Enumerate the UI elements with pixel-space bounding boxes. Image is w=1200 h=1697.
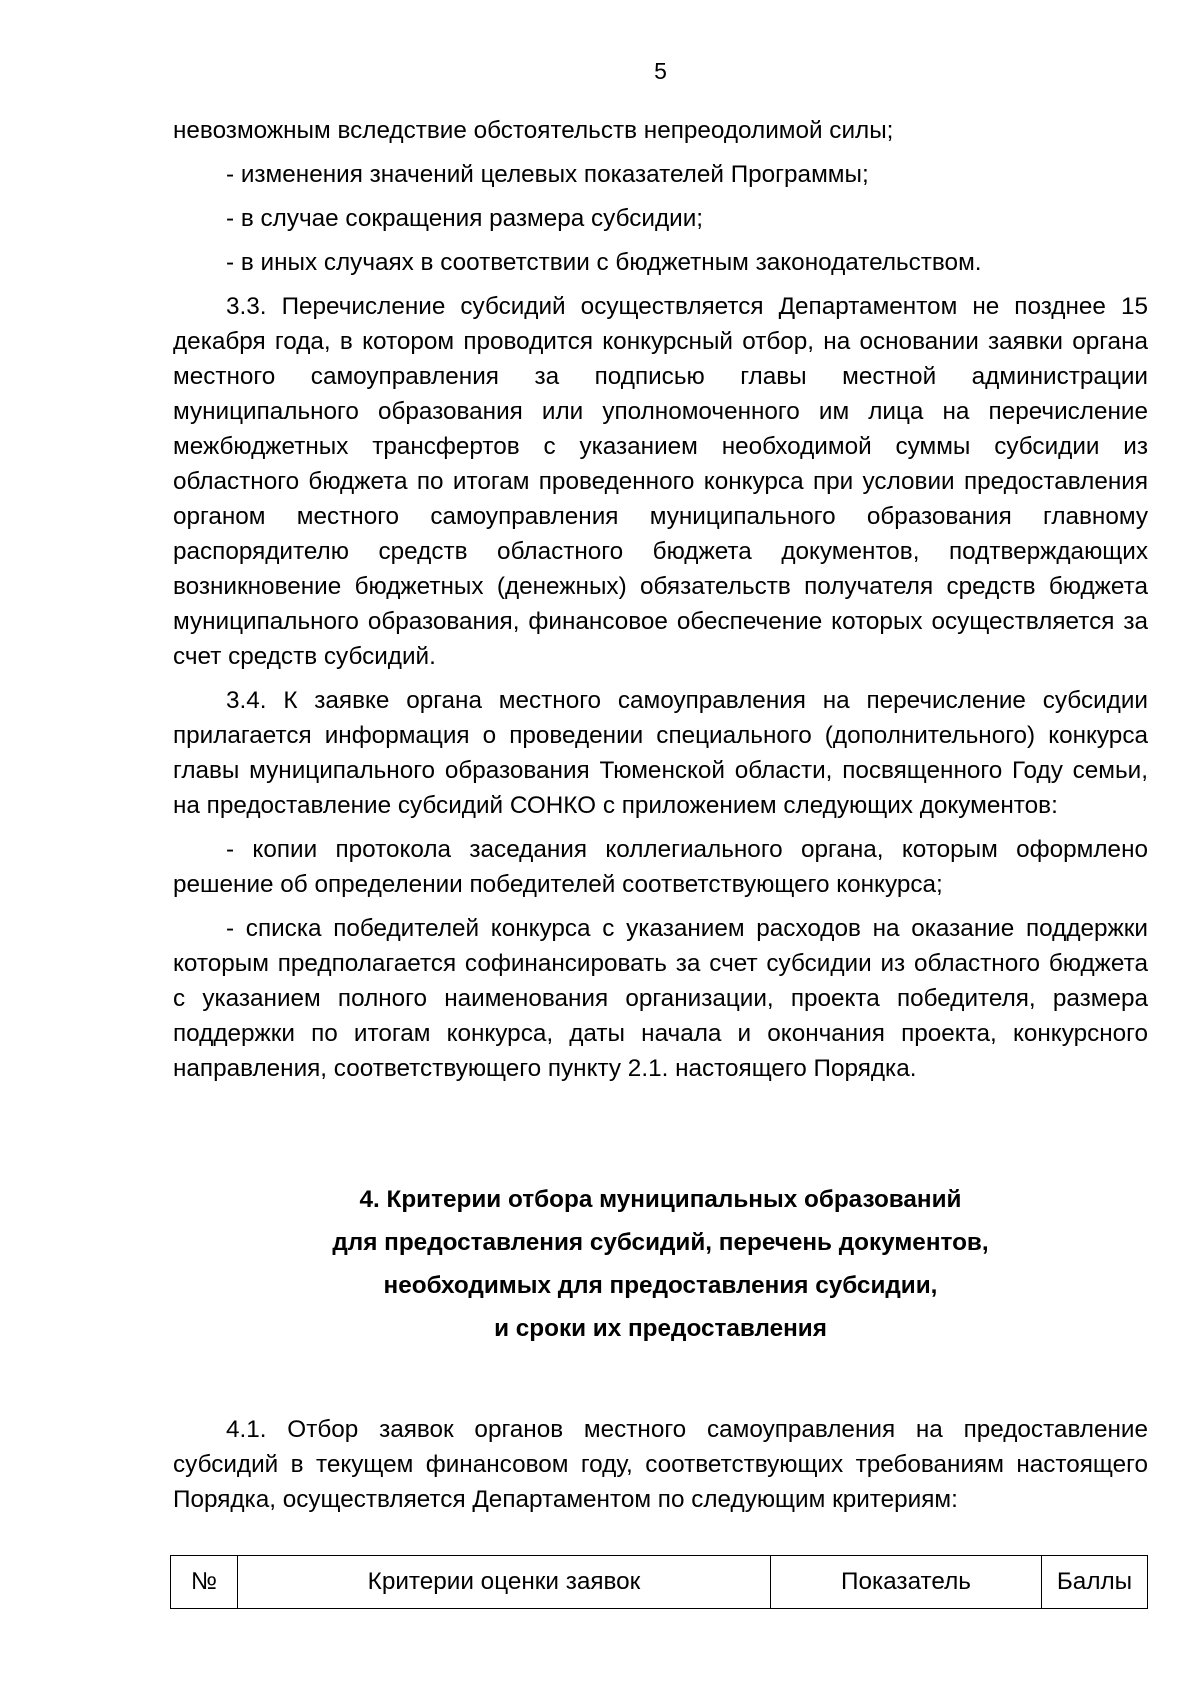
criteria-table	[170, 1555, 1148, 1609]
paragraph-3-3: 3.3. Перечисление субсидий осуществляется Департаментом не позднее 15 декабря года, в котором проводится конкурсный отбор, на основании заявки органа местного самоуправления за подписью главы местной администрации муниципального образования или уполномоченного им лица на перечисление межбюджетных трансфертов с указанием необходимой суммы субсидии из областного бюджета по итогам проведенного конкурса при условии предоставления органом местного самоуправления муниципального образования главному распорядителю средств областного бюджета документов, подтверждающих возникновение бюджетных (денежных) обязательств получателя средств бюджета муниципального образования, финансовое обеспечение которых осуществляется за счет средств субсидий.	[173, 293, 1148, 670]
table-header-row	[171, 1556, 1148, 1609]
column-header-points: Баллы	[1042, 1556, 1148, 1609]
column-header-criteria: Критерии оценки заявок	[238, 1556, 771, 1609]
paragraph-continuation: невозможным вследствие обстоятельств непреодолимой силы;	[173, 117, 894, 144]
list-item: - в случае сокращения размера субсидии;	[226, 205, 704, 232]
section-4-heading	[173, 1178, 1148, 1350]
paragraph-4-1: 4.1. Отбор заявок органов местного самоуправления на предоставление субсидий в текущем финансовом году, соответствующих требованиям настоящего Порядка, осуществляется Департаментом по следующим критериям:	[173, 1416, 1148, 1513]
list-item: - в иных случаях в соответствии с бюджетным законодательством.	[226, 249, 982, 276]
heading-line: необходимых для предоставления субсидии,	[383, 1272, 938, 1299]
body-text-section-4	[173, 1412, 1148, 1517]
column-header-indicator: Показатель	[771, 1556, 1042, 1609]
heading-line: для предоставления субсидий, перечень документов,	[332, 1229, 989, 1256]
paragraph-3-4: 3.4. К заявке органа местного самоуправления на перечисление субсидии прилагается информация о проведении специального (дополнительного) конкурса главы муниципального образования Тюменской области, посвященного Году семьи, на предоставление субсидий СОНКО с приложением следующих документов:	[173, 687, 1148, 819]
list-item: - списка победителей конкурса с указанием расходов на оказание поддержки которым предполагается софинансировать за счет субсидии из областного бюджета с указанием полного наименования организации, проекта победителя, размера поддержки по итогам конкурса, даты начала и окончания проекта, конкурсного направления, соответствующего пункту 2.1. настоящего Порядка.	[173, 915, 1148, 1082]
list-item: - изменения значений целевых показателей Программы;	[226, 161, 869, 188]
body-text-section-3	[173, 113, 1148, 1095]
list-item: - копии протокола заседания коллегиального органа, которым оформлено решение об определении победителей соответствующего конкурса;	[173, 836, 1148, 898]
column-header-number: №	[171, 1556, 238, 1609]
page-number: 5	[654, 58, 667, 84]
heading-line: 4. Критерии отбора муниципальных образований	[359, 1186, 962, 1213]
heading-line: и сроки их предоставления	[494, 1315, 827, 1342]
